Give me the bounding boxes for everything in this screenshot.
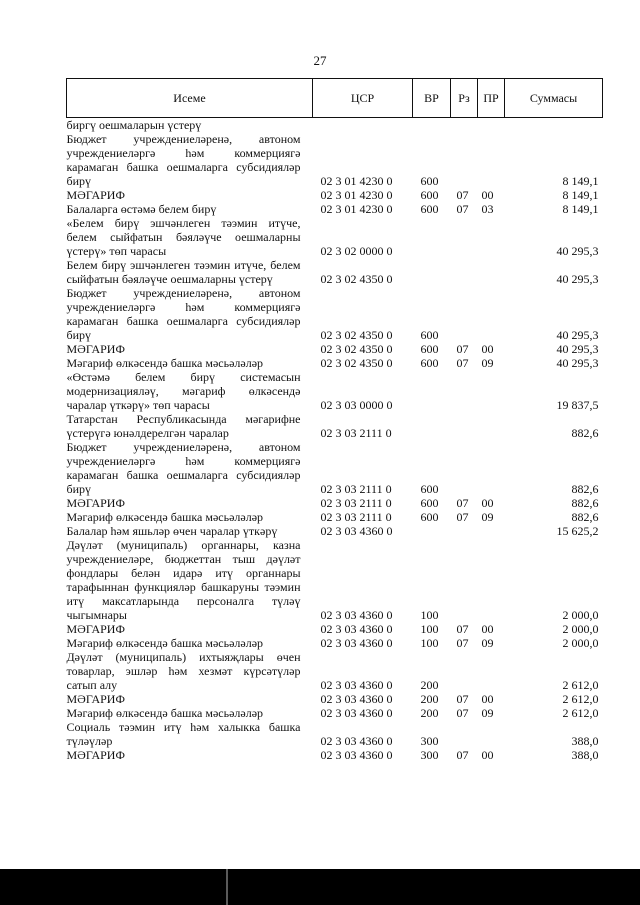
cell-csr: 02 3 01 4230 0 [320,202,393,216]
cell-sum: 40 295,3 [556,328,599,342]
cell-vr: 600 [420,356,439,370]
cell-csr: 02 3 03 2111 0 [320,496,392,510]
cell-csr: 02 3 03 2111 0 [320,510,392,524]
table-row [67,188,603,202]
cell-rz: 07 [456,202,469,216]
cell-pr: 09 [481,510,494,524]
cell-pr [478,538,505,622]
cell-vr [413,118,451,133]
cell-vr [413,524,451,538]
cell-rz: 07 [456,356,469,370]
cell-rz [451,440,478,496]
cell-name: Бюджет учреждениеләренә, автоном учреждениеләргә һәм коммерциягә карамаган башка оешмаларга субсидияләр бирү [66,132,301,188]
cell-pr [478,118,505,133]
cell-rz [451,258,478,286]
cell-pr: 00 [481,342,494,356]
cell-pr: 09 [481,636,494,650]
table-row [67,720,603,748]
cell-sum: 40 295,3 [556,272,599,286]
cell-pr: 09 [481,356,494,370]
table-row [67,356,603,370]
cell-sum: 15 625,2 [556,524,599,538]
table-row [67,692,603,706]
cell-vr: 600 [420,328,439,342]
cell-vr: 600 [420,188,439,202]
table-row [67,132,603,188]
cell-pr [478,524,505,538]
cell-sum: 40 295,3 [556,356,599,370]
cell-csr: 02 3 02 4350 0 [320,356,393,370]
cell-sum: 882,6 [571,482,599,496]
cell-sum: 40 295,3 [556,342,599,356]
cell-csr: 02 3 03 4360 0 [320,622,393,636]
cell-sum: 2 612,0 [562,706,599,720]
cell-pr: 09 [481,706,494,720]
table-row [67,748,603,762]
cell-rz: 07 [456,342,469,356]
cell-vr: 100 [420,622,439,636]
header-rz: Рз [451,79,478,118]
cell-csr: 02 3 03 4360 0 [320,734,393,748]
page-number: 27 [313,53,327,68]
cell-rz: 07 [456,706,469,720]
cell-sum: 388,0 [571,748,599,762]
cell-sum: 882,6 [571,496,599,510]
cell-sum: 8 149,1 [562,174,599,188]
cell-rz: 07 [456,622,469,636]
cell-vr: 200 [420,692,439,706]
cell-vr: 600 [420,202,439,216]
cell-sum: 8 149,1 [562,188,599,202]
table-body [67,118,603,763]
cell-csr: 02 3 03 0000 0 [320,398,393,412]
cell-pr: 00 [481,496,494,510]
cell-csr: 02 3 03 4360 0 [320,706,393,720]
cell-pr [478,370,505,412]
cell-csr: 02 3 03 4360 0 [320,636,393,650]
cell-rz [451,650,478,692]
cell-name: биргү оешмаларын үстерү [66,118,202,132]
cell-vr: 600 [420,482,439,496]
cell-name: Мәгариф өлкәсендә башка мәсьәләләр [66,356,264,370]
header-pr: ПР [478,79,505,118]
cell-rz [451,538,478,622]
cell-pr [478,258,505,286]
cell-name: «Белем бирү эшчәнлеген тәэмин итүче, белем сыйфатын бәяләүче оешмаларны үстерү» төп чарасы [66,216,301,258]
table-header [67,79,603,118]
cell-csr: 02 3 03 2111 0 [320,482,392,496]
cell-rz: 07 [456,188,469,202]
cell-vr: 300 [420,748,439,762]
cell-vr: 600 [420,496,439,510]
cell-sum: 882,6 [571,426,599,440]
cell-pr: 00 [481,622,494,636]
table-row [67,258,603,286]
table-row [67,636,603,650]
table-row [67,412,603,440]
cell-csr: 02 3 02 4350 0 [320,272,393,286]
header-csr: ЦСР [313,79,413,118]
cell-vr [413,258,451,286]
cell-rz: 07 [456,496,469,510]
cell-csr: 02 3 03 4360 0 [320,678,393,692]
cell-vr: 600 [420,510,439,524]
cell-rz [451,720,478,748]
header-sum: Суммасы [505,79,603,118]
cell-rz: 07 [456,748,469,762]
cell-csr: 02 3 02 0000 0 [320,244,393,258]
cell-vr [413,370,451,412]
table-row [67,524,603,538]
cell-name: Дәүләт (муниципаль) ихтыяҗлары өчен товарлар, эшләр һәм хезмәт күрсәтүләр сатып алу [66,650,301,692]
table-row [67,216,603,258]
cell-pr: 00 [481,692,494,706]
cell-name: Балалар һәм яшьләр өчен чаралар үткәрү [66,524,278,538]
cell-vr: 600 [420,342,439,356]
cell-vr: 200 [420,678,439,692]
cell-vr: 200 [420,706,439,720]
cell-csr: 02 3 02 4350 0 [320,328,393,342]
cell-pr [478,216,505,258]
cell-vr [413,412,451,440]
header-name: Исеме [67,79,313,118]
cell-name: Балаларга өстәмә белем бирү [66,202,217,216]
cell-sum: 2 000,0 [562,608,599,622]
cell-vr: 100 [420,636,439,650]
cell-name: Бюджет учреждениеләренә, автоном учреждениеләргә һәм коммерциягә карамаган башка оешмаларга субсидияләр бирү [66,286,301,342]
cell-pr [478,650,505,692]
cell-sum: 2 000,0 [562,622,599,636]
cell-rz [451,370,478,412]
cell-pr [478,412,505,440]
cell-rz [451,118,478,133]
budget-table [66,78,603,762]
cell-name: Мәгариф өлкәсендә башка мәсьәләләр [66,510,264,524]
cell-pr [478,720,505,748]
cell-csr [313,118,413,133]
cell-rz [451,412,478,440]
table-row [67,650,603,692]
table-row [67,342,603,356]
cell-sum: 19 837,5 [556,398,599,412]
table-row [67,370,603,412]
cell-name: МӘГАРИФ [66,622,125,636]
cell-csr: 02 3 03 4360 0 [320,748,393,762]
cell-sum: 882,6 [571,510,599,524]
scan-edge-bar [0,869,640,905]
cell-sum: 2 612,0 [562,678,599,692]
table-row [67,118,603,133]
cell-name: МӘГАРИФ [66,748,125,762]
cell-pr: 00 [481,748,494,762]
cell-vr: 100 [420,608,439,622]
table-row [67,538,603,622]
table-row [67,202,603,216]
cell-name: МӘГАРИФ [66,188,125,202]
cell-name: МӘГАРИФ [66,342,125,356]
cell-pr [478,132,505,188]
cell-rz [451,286,478,342]
table-row [67,286,603,342]
cell-vr: 600 [420,174,439,188]
cell-csr: 02 3 03 4360 0 [320,524,393,538]
cell-csr: 02 3 03 4360 0 [320,608,393,622]
cell-pr [478,286,505,342]
cell-sum: 8 149,1 [562,202,599,216]
cell-name: Мәгариф өлкәсендә башка мәсьәләләр [66,706,264,720]
table-row [67,496,603,510]
table-row [67,440,603,496]
cell-rz [451,216,478,258]
cell-sum: 2 612,0 [562,692,599,706]
cell-rz: 07 [456,510,469,524]
table-row [67,622,603,636]
cell-name: Бюджет учреждениеләренә, автоном учреждениеләргә һәм коммерциягә карамаган башка оешмаларга субсидияләр бирү [66,440,301,496]
cell-pr: 03 [481,202,494,216]
header-vr: ВР [413,79,451,118]
cell-csr: 02 3 03 2111 0 [320,426,392,440]
cell-sum: 388,0 [571,734,599,748]
cell-name: МӘГАРИФ [66,692,125,706]
cell-name: Дәүләт (муниципаль) органнары, казна учреждениеләре, бюджеттан тыш дәүләт фондлары белән идарә итү органнары тарафыннан функцияләр башкаруны тәэмин итү максатларында персоналга түләү чыгымнары [66,538,301,622]
cell-name: Мәгариф өлкәсендә башка мәсьәләләр [66,636,264,650]
cell-name: МӘГАРИФ [66,496,125,510]
cell-name: «Өстәмә белем бирү системасын модернизацияләү, мәгариф өлкәсендә чаралар үткәрү» төп чарасы [66,370,301,412]
cell-csr: 02 3 01 4230 0 [320,188,393,202]
cell-rz [451,524,478,538]
cell-sum: 2 000,0 [562,636,599,650]
cell-name: Социаль тәэмин итү һәм халыкка башка түләүләр [66,720,301,748]
cell-sum [505,118,603,133]
cell-rz: 07 [456,692,469,706]
cell-csr: 02 3 03 4360 0 [320,692,393,706]
cell-sum: 40 295,3 [556,244,599,258]
cell-name: Белем бирү эшчәнлеген тәэмин итүче, белем сыйфатын бәяләүче оешмаларны үстерү [66,258,301,286]
cell-rz [451,132,478,188]
cell-name: Татарстан Республикасында мәгарифне үстерүгә юнәлдерелгән чаралар [66,412,301,440]
cell-rz: 07 [456,636,469,650]
cell-vr [413,216,451,258]
cell-vr: 300 [420,734,439,748]
table-row [67,706,603,720]
cell-csr: 02 3 01 4230 0 [320,174,393,188]
cell-pr: 00 [481,188,494,202]
table-row [67,510,603,524]
cell-csr: 02 3 02 4350 0 [320,342,393,356]
cell-pr [478,440,505,496]
scan-edge-mark [226,869,228,905]
